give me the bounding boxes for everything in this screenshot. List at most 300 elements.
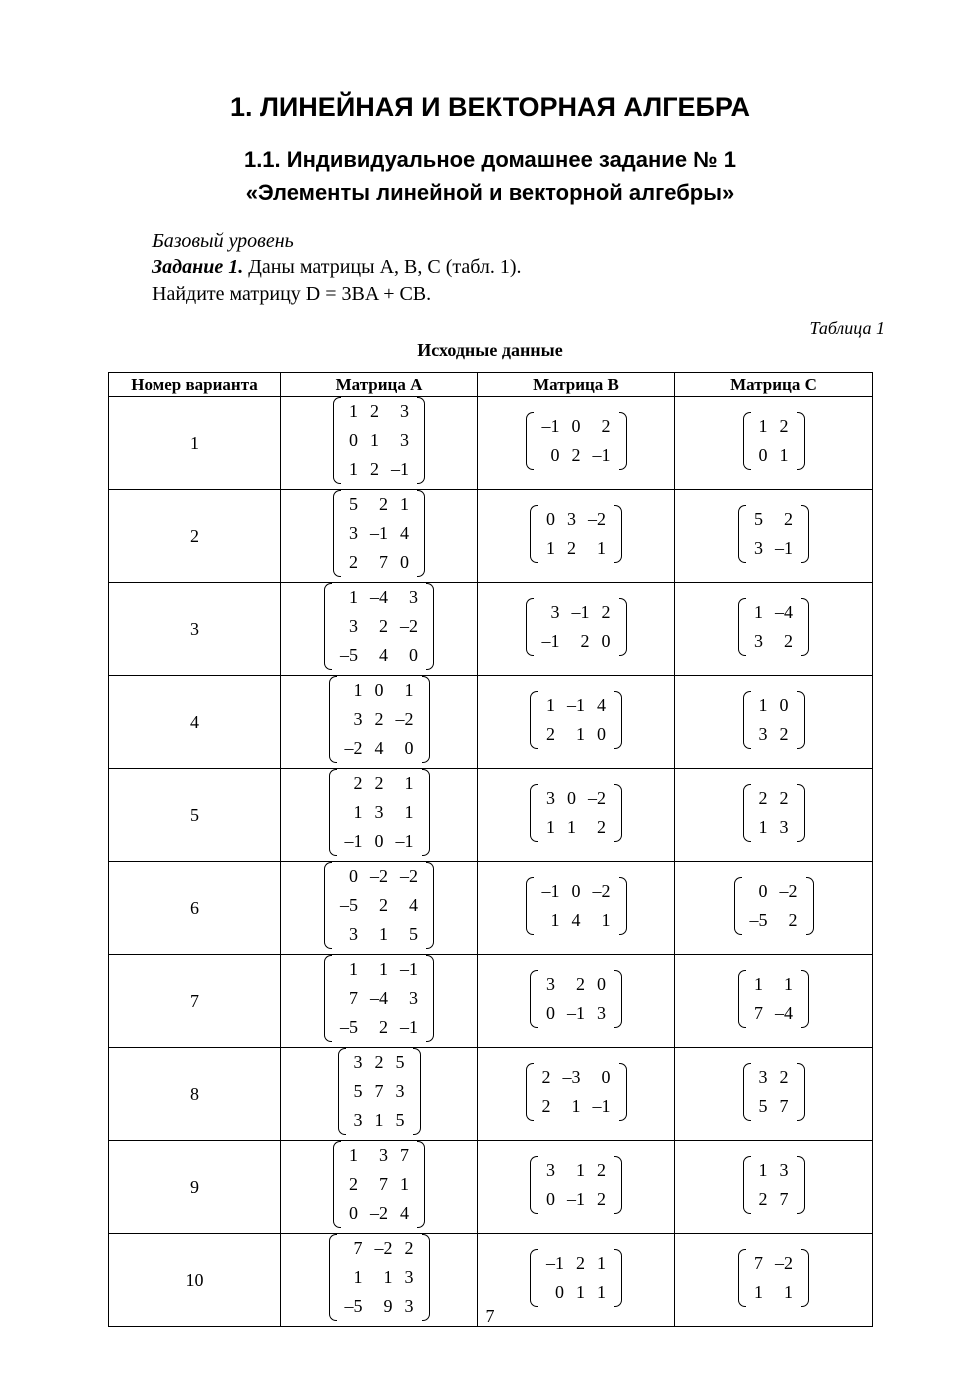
- matrix-grid: [540, 784, 612, 842]
- matrix-entry: 3: [546, 973, 555, 994]
- matrix-entry: 2: [379, 1017, 388, 1037]
- matrix-grid: [748, 1249, 799, 1307]
- matrix-entry: 1: [349, 1145, 358, 1165]
- matrix-row: [334, 920, 424, 949]
- matrix-entry: 3: [409, 988, 418, 1008]
- matrix-grid: [753, 1156, 795, 1214]
- matrix-b-cell: [478, 676, 675, 769]
- matrix-entry: 1: [353, 680, 363, 700]
- matrix-row: [536, 412, 617, 441]
- matrix-a: [324, 583, 434, 670]
- matrix-row: [334, 1013, 424, 1042]
- section-heading-subtitle: «Элементы линейной и векторной алгебры»: [245, 180, 735, 205]
- matrix-row: [334, 955, 424, 984]
- matrix-row: [540, 534, 612, 563]
- matrix-entry: –1: [567, 694, 585, 715]
- left-bracket: [526, 412, 534, 470]
- matrix-grid: [343, 397, 415, 484]
- matrix-row: [339, 734, 420, 763]
- variant-number-cell: 2: [109, 490, 281, 583]
- matrix-row: [536, 627, 617, 656]
- matrix-entry: 0: [349, 1203, 358, 1223]
- right-bracket: [422, 676, 430, 763]
- matrix-entry: 2: [379, 494, 388, 514]
- matrix-row: [343, 1199, 415, 1228]
- right-bracket: [422, 769, 430, 856]
- matrix-row: [536, 877, 617, 906]
- matrix-entry: –2: [592, 880, 611, 901]
- left-bracket: [338, 1048, 346, 1135]
- matrix-entry: 9: [383, 1296, 393, 1316]
- matrix-c-cell: [675, 955, 873, 1048]
- matrix-a-cell: [281, 1048, 478, 1141]
- right-bracket: [801, 970, 809, 1028]
- matrix-entry: 3: [400, 401, 409, 421]
- matrix-row: [748, 970, 799, 999]
- matrix-entry: 2: [597, 1159, 606, 1180]
- matrix-b-cell: [478, 397, 675, 490]
- matrix-entry: –2: [588, 508, 606, 529]
- matrix-entry: 3: [754, 630, 763, 651]
- matrix-grid: [753, 412, 795, 470]
- matrix-a: [333, 1141, 425, 1228]
- matrix-a-cell: [281, 1141, 478, 1234]
- left-bracket: [530, 505, 538, 563]
- matrix-entry: 1: [400, 1174, 409, 1194]
- matrix-row: [744, 906, 804, 935]
- left-bracket: [530, 1156, 538, 1214]
- matrix-row: [540, 1249, 612, 1278]
- matrix-entry: 2: [758, 787, 768, 808]
- matrix-entry: 3: [567, 508, 576, 529]
- matrix-entry: 2: [349, 1174, 358, 1194]
- matrix-entry: 2: [784, 508, 793, 529]
- page-number: 7: [485, 1306, 495, 1326]
- matrix-entry: 0: [409, 645, 418, 665]
- matrix-entry: 1: [754, 601, 763, 622]
- matrix-c: [738, 1249, 809, 1307]
- matrix-entry: 1: [779, 444, 789, 465]
- matrix-row: [536, 598, 617, 627]
- left-bracket: [738, 1249, 746, 1307]
- matrix-entry: –2: [588, 787, 606, 808]
- matrix-entry: –4: [370, 587, 388, 607]
- matrix-b: [530, 691, 622, 749]
- matrix-grid: [748, 505, 799, 563]
- matrix-entry: –1: [541, 880, 560, 901]
- matrix-entry: 2: [546, 723, 555, 744]
- matrix-row: [334, 641, 424, 670]
- matrix-b: [530, 970, 622, 1028]
- matrix-entry: 1: [758, 694, 768, 715]
- matrix-entry: 2: [779, 787, 789, 808]
- matrix-entry: 3: [550, 601, 560, 622]
- right-bracket: [801, 1249, 809, 1307]
- matrix-grid: [753, 1063, 795, 1121]
- matrix-entry: 3: [546, 1159, 555, 1180]
- matrix-entry: 0: [758, 880, 768, 901]
- matrix-entry: 7: [353, 1238, 363, 1258]
- matrix-grid: [540, 505, 612, 563]
- matrix-a: [324, 862, 434, 949]
- matrix-row: [540, 1185, 612, 1214]
- matrix-entry: 0: [601, 1066, 611, 1087]
- matrix-entry: 1: [404, 680, 414, 700]
- matrix-a: [329, 769, 430, 856]
- matrix-row: [343, 1170, 415, 1199]
- matrix-entry: 1: [576, 1281, 585, 1302]
- matrix-entry: 1: [597, 537, 606, 558]
- matrix-grid: [343, 1141, 415, 1228]
- matrix-entry: –1: [546, 1252, 564, 1273]
- matrix-entry: 2: [404, 1238, 414, 1258]
- matrix-row: [753, 1185, 795, 1214]
- matrix-row: [540, 970, 612, 999]
- matrix-entry: 1: [550, 909, 560, 930]
- matrix-row: [343, 426, 415, 455]
- matrix-entry: 7: [779, 1095, 789, 1116]
- left-bracket: [333, 490, 341, 577]
- column-header-variant: Номер варианта: [109, 373, 281, 397]
- matrix-entry: 1: [353, 802, 363, 822]
- matrix-row: [348, 1077, 411, 1106]
- matrix-row: [334, 862, 424, 891]
- matrix-entry: 3: [400, 430, 409, 450]
- left-bracket: [743, 784, 751, 842]
- matrix-b: [526, 1063, 627, 1121]
- matrix-row: [748, 534, 799, 563]
- left-bracket: [324, 583, 332, 670]
- matrix-entry: 2: [601, 601, 611, 622]
- matrix-entry: –5: [340, 1017, 358, 1037]
- matrix-row: [339, 676, 420, 705]
- matrix-entry: 2: [353, 773, 363, 793]
- matrix-entry: –1: [541, 415, 560, 436]
- matrix-row: [540, 813, 612, 842]
- matrix-row: [334, 984, 424, 1013]
- left-bracket: [526, 598, 534, 656]
- matrix-entry: 3: [758, 723, 768, 744]
- right-bracket: [619, 1063, 627, 1121]
- matrix-entry: 0: [601, 630, 611, 651]
- left-bracket: [530, 970, 538, 1028]
- matrix-entry: 3: [779, 816, 789, 837]
- matrix-entry: 0: [374, 680, 384, 700]
- matrix-entry: 0: [555, 1281, 564, 1302]
- matrix-entry: 2: [374, 1052, 384, 1072]
- table-row: [109, 676, 873, 769]
- matrix-row: [348, 1048, 411, 1077]
- left-bracket: [530, 1249, 538, 1307]
- column-header-matrix-a: Матрица A: [281, 373, 478, 397]
- matrix-c-cell: [675, 1141, 873, 1234]
- matrix-a: [338, 1048, 421, 1135]
- left-bracket: [743, 691, 751, 749]
- matrix-entry: 7: [400, 1145, 409, 1165]
- matrix-c: [743, 1156, 805, 1214]
- matrix-grid: [339, 676, 420, 763]
- matrix-c-cell: [675, 862, 873, 955]
- matrix-entry: 0: [400, 552, 409, 572]
- matrix-entry: 3: [546, 787, 555, 808]
- table-row: [109, 1048, 873, 1141]
- matrix-row: [343, 455, 415, 484]
- matrix-entry: 2: [379, 616, 388, 636]
- matrix-row: [753, 441, 795, 470]
- matrix-b: [530, 505, 622, 563]
- matrix-b-cell: [478, 769, 675, 862]
- matrix-entry: 1: [758, 816, 768, 837]
- matrix-entry: 1: [597, 1252, 606, 1273]
- matrix-a-cell: [281, 676, 478, 769]
- matrix-entry: 7: [379, 1174, 388, 1194]
- matrix-grid: [339, 769, 420, 856]
- matrix-entry: 3: [404, 1296, 414, 1316]
- column-header-matrix-c: Матрица C: [675, 373, 873, 397]
- matrix-entry: 1: [349, 959, 358, 979]
- matrix-entry: 2: [576, 973, 585, 994]
- matrix-row: [753, 412, 795, 441]
- matrix-row: [753, 1156, 795, 1185]
- matrix-entry: 1: [567, 816, 576, 837]
- matrix-entry: 2: [374, 773, 384, 793]
- matrix-entry: 3: [409, 587, 418, 607]
- matrix-entry: 3: [374, 802, 384, 822]
- matrix-entry: 2: [379, 895, 388, 915]
- matrix-entry: 3: [597, 1002, 606, 1023]
- matrix-entry: 5: [395, 1110, 405, 1130]
- right-bracket: [614, 691, 622, 749]
- matrix-grid: [753, 784, 795, 842]
- matrix-entry: 7: [374, 1081, 384, 1101]
- table-row: [109, 862, 873, 955]
- matrix-row: [753, 813, 795, 842]
- matrix-c-cell: [675, 769, 873, 862]
- right-bracket: [614, 784, 622, 842]
- matrix-a-cell: [281, 769, 478, 862]
- matrix-entry: 1: [784, 973, 793, 994]
- matrix-entry: 3: [395, 1081, 405, 1101]
- matrix-c: [743, 1063, 805, 1121]
- matrix-row: [536, 1063, 617, 1092]
- matrix-entry: 3: [353, 1110, 363, 1130]
- matrix-entry: 1: [404, 773, 414, 793]
- matrix-entry: 5: [353, 1081, 363, 1101]
- table-title: Исходные данные: [417, 340, 563, 360]
- matrix-c-cell: [675, 490, 873, 583]
- matrix-entry: 1: [546, 537, 555, 558]
- matrix-entry: 1: [758, 415, 768, 436]
- matrix-row: [540, 505, 612, 534]
- matrix-row: [339, 798, 420, 827]
- matrix-entry: 3: [349, 924, 358, 944]
- matrix-entry: –4: [775, 601, 793, 622]
- matrix-entry: 0: [374, 831, 384, 851]
- matrix-entry: –1: [592, 444, 611, 465]
- matrix-c: [738, 970, 809, 1028]
- matrix-entry: 1: [576, 1159, 585, 1180]
- right-bracket: [797, 412, 805, 470]
- matrix-grid: [348, 1048, 411, 1135]
- variants-table: [108, 372, 873, 1327]
- matrix-row: [748, 1278, 799, 1307]
- matrix-entry: –1: [400, 959, 418, 979]
- table-row: [109, 769, 873, 862]
- left-bracket: [324, 862, 332, 949]
- table-row: [109, 397, 873, 490]
- matrix-row: [753, 784, 795, 813]
- right-bracket: [801, 598, 809, 656]
- matrix-entry: –2: [374, 1238, 393, 1258]
- matrix-entry: 7: [754, 1252, 763, 1273]
- matrix-entry: 0: [546, 1188, 555, 1209]
- matrix-grid: [540, 1249, 612, 1307]
- matrix-b: [530, 784, 622, 842]
- right-bracket: [614, 1156, 622, 1214]
- left-bracket: [743, 1063, 751, 1121]
- matrix-entry: 2: [370, 401, 379, 421]
- task-statement: [152, 256, 522, 279]
- matrix-entry: 4: [400, 1203, 409, 1223]
- matrix-row: [540, 720, 612, 749]
- matrix-grid: [748, 970, 799, 1028]
- matrix-row: [343, 519, 415, 548]
- matrix-b-cell: [478, 955, 675, 1048]
- matrix-row: [348, 1106, 411, 1135]
- matrix-entry: 0: [550, 444, 560, 465]
- matrix-entry: 2: [601, 415, 611, 436]
- matrix-grid: [536, 1063, 617, 1121]
- matrix-entry: 1: [546, 694, 555, 715]
- matrix-entry: –1: [395, 831, 414, 851]
- matrix-row: [748, 598, 799, 627]
- matrix-b: [530, 1249, 622, 1307]
- matrix-c: [743, 784, 805, 842]
- matrix-entry: 1: [571, 1095, 581, 1116]
- matrix-entry: 1: [758, 1159, 768, 1180]
- matrix-c: [743, 412, 805, 470]
- matrix-entry: –1: [571, 601, 590, 622]
- matrix-entry: 1: [400, 494, 409, 514]
- left-bracket: [324, 955, 332, 1042]
- matrix-row: [339, 1263, 420, 1292]
- matrix-a-cell: [281, 955, 478, 1048]
- variant-number-cell: 3: [109, 583, 281, 676]
- matrix-row: [536, 906, 617, 935]
- matrix-grid: [536, 412, 617, 470]
- matrix-c: [743, 691, 805, 749]
- matrix-entry: –2: [344, 738, 363, 758]
- matrix-row: [536, 1092, 617, 1121]
- right-bracket: [614, 1249, 622, 1307]
- matrix-grid: [536, 598, 617, 656]
- matrix-row: [540, 1278, 612, 1307]
- matrix-entry: –1: [391, 459, 409, 479]
- matrix-entry: 5: [349, 494, 358, 514]
- matrix-row: [334, 612, 424, 641]
- matrix-entry: –1: [592, 1095, 611, 1116]
- matrix-entry: 4: [379, 645, 388, 665]
- matrix-grid: [744, 877, 804, 935]
- matrix-row: [753, 720, 795, 749]
- matrix-row: [339, 827, 420, 856]
- right-bracket: [417, 397, 425, 484]
- matrix-entry: 2: [571, 444, 581, 465]
- matrix-entry: 2: [779, 1066, 789, 1087]
- matrix-entry: 4: [597, 694, 606, 715]
- matrix-entry: 2: [758, 1188, 768, 1209]
- matrix-c: [738, 598, 809, 656]
- variant-number-cell: 10: [109, 1234, 281, 1327]
- left-bracket: [526, 877, 534, 935]
- matrix-grid: [753, 691, 795, 749]
- matrix-entry: –5: [749, 909, 768, 930]
- matrix-entry: 4: [400, 523, 409, 543]
- matrix-entry: 1: [404, 802, 414, 822]
- matrix-entry: –2: [400, 866, 418, 886]
- matrix-row: [334, 583, 424, 612]
- right-bracket: [619, 598, 627, 656]
- matrix-entry: 1: [601, 909, 611, 930]
- matrix-entry: 1: [784, 1281, 793, 1302]
- variant-number-cell: 1: [109, 397, 281, 490]
- left-bracket: [333, 1141, 341, 1228]
- left-bracket: [329, 676, 337, 763]
- matrix-grid: [540, 970, 612, 1028]
- matrix-row: [339, 769, 420, 798]
- matrix-c: [738, 505, 809, 563]
- matrix-b-cell: [478, 1141, 675, 1234]
- matrix-b-cell: [478, 1048, 675, 1141]
- matrix-entry: –2: [395, 709, 414, 729]
- matrix-entry: 2: [567, 537, 576, 558]
- matrix-entry: –5: [344, 1296, 363, 1316]
- matrix-entry: 5: [395, 1052, 405, 1072]
- right-bracket: [797, 691, 805, 749]
- matrix-entry: 2: [349, 552, 358, 572]
- matrix-entry: 0: [571, 415, 581, 436]
- matrix-grid: [334, 862, 424, 949]
- matrix-entry: 4: [571, 909, 581, 930]
- matrix-entry: 2: [597, 816, 606, 837]
- matrix-entry: 5: [409, 924, 418, 944]
- matrix-entry: 1: [754, 1281, 763, 1302]
- matrix-row: [748, 1249, 799, 1278]
- left-bracket: [530, 691, 538, 749]
- matrix-entry: –1: [400, 1017, 418, 1037]
- table-row: [109, 490, 873, 583]
- matrix-b: [526, 412, 627, 470]
- matrix-entry: –1: [344, 831, 363, 851]
- matrix-row: [748, 627, 799, 656]
- matrix-entry: –2: [370, 1203, 388, 1223]
- matrix-a: [329, 676, 430, 763]
- variant-number-cell: 6: [109, 862, 281, 955]
- matrix-entry: –4: [370, 988, 388, 1008]
- matrix-entry: 1: [379, 924, 388, 944]
- variant-number-cell: 5: [109, 769, 281, 862]
- right-bracket: [426, 955, 434, 1042]
- matrix-entry: 1: [370, 430, 379, 450]
- left-bracket: [333, 397, 341, 484]
- matrix-row: [334, 891, 424, 920]
- matrix-a: [333, 490, 425, 577]
- matrix-entry: 3: [779, 1159, 789, 1180]
- table-header-row: [109, 373, 873, 397]
- right-bracket: [797, 784, 805, 842]
- matrix-entry: –5: [340, 645, 358, 665]
- left-bracket: [738, 598, 746, 656]
